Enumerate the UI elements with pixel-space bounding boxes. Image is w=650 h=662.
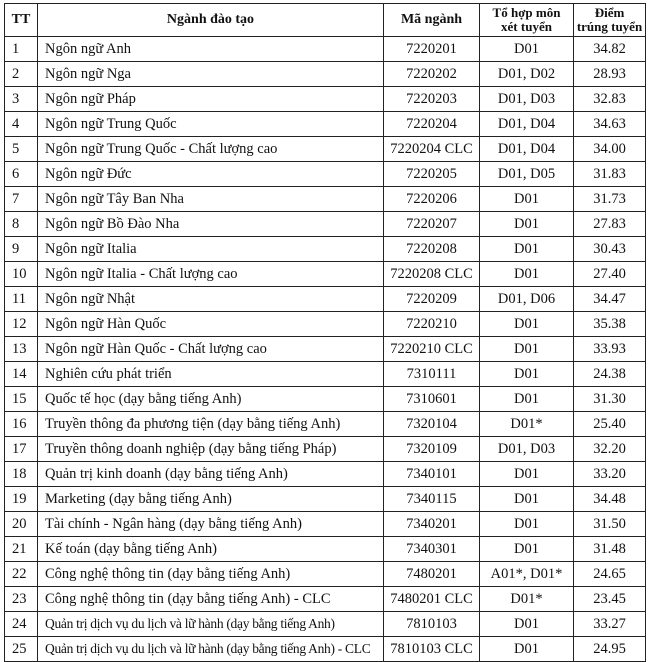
cell-diem: 33.20 xyxy=(574,462,646,487)
table-row xyxy=(5,587,646,612)
cell-nganh: Ngôn ngữ Italia xyxy=(38,237,384,262)
header-to-hop-line1: Tổ hợp môn xyxy=(492,5,561,20)
table-row xyxy=(5,637,646,662)
cell-tt: 5 xyxy=(5,137,38,162)
cell-nganh: Tài chính - Ngân hàng (dạy bằng tiếng Anh) xyxy=(38,512,384,537)
table-row xyxy=(5,337,646,362)
table-row xyxy=(5,112,646,137)
cell-to-hop: D01 xyxy=(480,637,574,662)
cell-to-hop: D01, D04 xyxy=(480,137,574,162)
cell-ma-nganh: 7220203 xyxy=(384,87,480,112)
cell-diem: 24.38 xyxy=(574,362,646,387)
cell-nganh: Ngôn ngữ Anh xyxy=(38,37,384,62)
table-row xyxy=(5,137,646,162)
header-ma-nganh: Mã ngành xyxy=(384,4,480,37)
cell-to-hop: D01 xyxy=(480,262,574,287)
cell-ma-nganh: 7480201 xyxy=(384,562,480,587)
cell-diem: 33.93 xyxy=(574,337,646,362)
cell-to-hop: D01, D06 xyxy=(480,287,574,312)
cell-tt: 4 xyxy=(5,112,38,137)
table-row xyxy=(5,62,646,87)
table-row xyxy=(5,212,646,237)
cell-to-hop: A01*, D01* xyxy=(480,562,574,587)
cell-to-hop: D01, D04 xyxy=(480,112,574,137)
cell-tt: 7 xyxy=(5,187,38,212)
cell-diem: 25.40 xyxy=(574,412,646,437)
cell-diem: 28.93 xyxy=(574,62,646,87)
table-row xyxy=(5,37,646,62)
table-row xyxy=(5,412,646,437)
cell-tt: 11 xyxy=(5,287,38,312)
cell-to-hop: D01 xyxy=(480,237,574,262)
cell-tt: 10 xyxy=(5,262,38,287)
table-row xyxy=(5,487,646,512)
cell-nganh: Ngôn ngữ Italia - Chất lượng cao xyxy=(38,262,384,287)
table-row xyxy=(5,262,646,287)
cell-diem: 24.95 xyxy=(574,637,646,662)
table-row xyxy=(5,187,646,212)
cell-diem: 34.48 xyxy=(574,487,646,512)
cell-nganh: Ngôn ngữ Hàn Quốc - Chất lượng cao xyxy=(38,337,384,362)
cell-to-hop: D01* xyxy=(480,412,574,437)
cell-nganh: Quốc tế học (dạy bằng tiếng Anh) xyxy=(38,387,384,412)
cell-diem: 31.50 xyxy=(574,512,646,537)
cell-diem: 32.83 xyxy=(574,87,646,112)
cell-to-hop: D01 xyxy=(480,212,574,237)
header-to-hop xyxy=(480,4,574,37)
cell-tt: 12 xyxy=(5,312,38,337)
table-row xyxy=(5,562,646,587)
table-row xyxy=(5,512,646,537)
cell-tt: 22 xyxy=(5,562,38,587)
cell-diem: 31.30 xyxy=(574,387,646,412)
header-diem xyxy=(574,4,646,37)
cell-to-hop: D01 xyxy=(480,537,574,562)
header-row xyxy=(5,4,646,37)
cell-ma-nganh: 7340115 xyxy=(384,487,480,512)
cell-nganh: Ngôn ngữ Trung Quốc xyxy=(38,112,384,137)
cell-to-hop: D01 xyxy=(480,37,574,62)
cell-diem: 35.38 xyxy=(574,312,646,337)
cell-to-hop: D01, D03 xyxy=(480,437,574,462)
table-body xyxy=(5,37,646,662)
cell-diem: 27.83 xyxy=(574,212,646,237)
cell-ma-nganh: 7220206 xyxy=(384,187,480,212)
cell-tt: 15 xyxy=(5,387,38,412)
cell-nganh: Ngôn ngữ Tây Ban Nha xyxy=(38,187,384,212)
cell-ma-nganh: 7220202 xyxy=(384,62,480,87)
cell-to-hop: D01 xyxy=(480,337,574,362)
table-row xyxy=(5,362,646,387)
cell-diem: 34.63 xyxy=(574,112,646,137)
cell-nganh: Quản trị dịch vụ du lịch và lữ hành (dạy bằng tiếng Anh) xyxy=(38,612,384,637)
cell-nganh: Ngôn ngữ Pháp xyxy=(38,87,384,112)
cell-nganh: Ngôn ngữ Bồ Đào Nha xyxy=(38,212,384,237)
cell-ma-nganh: 7320109 xyxy=(384,437,480,462)
cell-to-hop: D01 xyxy=(480,187,574,212)
header-to-hop-line2: xét tuyển xyxy=(501,19,552,34)
cell-ma-nganh: 7220204 CLC xyxy=(384,137,480,162)
table-row xyxy=(5,87,646,112)
cell-nganh: Ngôn ngữ Nhật xyxy=(38,287,384,312)
cell-to-hop: D01 xyxy=(480,312,574,337)
cell-ma-nganh: 7220204 xyxy=(384,112,480,137)
cell-ma-nganh: 7220205 xyxy=(384,162,480,187)
cell-nganh: Công nghệ thông tin (dạy bằng tiếng Anh) xyxy=(38,562,384,587)
cell-nganh: Nghiên cứu phát triển xyxy=(38,362,384,387)
cell-tt: 16 xyxy=(5,412,38,437)
cell-ma-nganh: 7810103 CLC xyxy=(384,637,480,662)
cell-to-hop: D01 xyxy=(480,512,574,537)
cell-nganh: Truyền thông đa phương tiện (dạy bằng tiếng Anh) xyxy=(38,412,384,437)
cell-nganh: Ngôn ngữ Hàn Quốc xyxy=(38,312,384,337)
cell-tt: 2 xyxy=(5,62,38,87)
header-nganh: Ngành đào tạo xyxy=(38,4,384,37)
cell-tt: 3 xyxy=(5,87,38,112)
cell-tt: 23 xyxy=(5,587,38,612)
cell-tt: 14 xyxy=(5,362,38,387)
cell-ma-nganh: 7220208 CLC xyxy=(384,262,480,287)
cell-ma-nganh: 7220208 xyxy=(384,237,480,262)
cell-ma-nganh: 7220207 xyxy=(384,212,480,237)
cell-diem: 31.83 xyxy=(574,162,646,187)
cell-diem: 34.00 xyxy=(574,137,646,162)
cell-tt: 18 xyxy=(5,462,38,487)
cell-ma-nganh: 7220209 xyxy=(384,287,480,312)
table-row xyxy=(5,462,646,487)
admission-scores-table xyxy=(4,3,646,662)
cell-to-hop: D01, D05 xyxy=(480,162,574,187)
table-row xyxy=(5,162,646,187)
cell-diem: 23.45 xyxy=(574,587,646,612)
cell-tt: 19 xyxy=(5,487,38,512)
cell-diem: 31.73 xyxy=(574,187,646,212)
cell-to-hop: D01 xyxy=(480,387,574,412)
cell-ma-nganh: 7220210 CLC xyxy=(384,337,480,362)
cell-diem: 34.82 xyxy=(574,37,646,62)
cell-to-hop: D01, D02 xyxy=(480,62,574,87)
table-row xyxy=(5,612,646,637)
header-diem-line2: trúng tuyển xyxy=(576,19,643,34)
cell-tt: 9 xyxy=(5,237,38,262)
cell-tt: 17 xyxy=(5,437,38,462)
cell-tt: 6 xyxy=(5,162,38,187)
cell-tt: 1 xyxy=(5,37,38,62)
cell-tt: 8 xyxy=(5,212,38,237)
cell-nganh: Marketing (dạy bằng tiếng Anh) xyxy=(38,487,384,512)
cell-nganh: Truyền thông doanh nghiệp (dạy bằng tiếng Pháp) xyxy=(38,437,384,462)
cell-to-hop: D01 xyxy=(480,362,574,387)
header-tt: TT xyxy=(5,4,38,37)
cell-nganh: Quản trị dịch vụ du lịch và lữ hành (dạy bằng tiếng Anh) - CLC xyxy=(38,637,384,662)
cell-ma-nganh: 7810103 xyxy=(384,612,480,637)
table-row xyxy=(5,387,646,412)
cell-ma-nganh: 7310111 xyxy=(384,362,480,387)
cell-to-hop: D01 xyxy=(480,612,574,637)
cell-nganh: Kế toán (dạy bằng tiếng Anh) xyxy=(38,537,384,562)
cell-diem: 33.27 xyxy=(574,612,646,637)
cell-nganh: Quản trị kinh doanh (dạy bằng tiếng Anh) xyxy=(38,462,384,487)
cell-to-hop: D01 xyxy=(480,462,574,487)
cell-tt: 24 xyxy=(5,612,38,637)
cell-diem: 32.20 xyxy=(574,437,646,462)
table-row xyxy=(5,437,646,462)
cell-ma-nganh: 7340301 xyxy=(384,537,480,562)
cell-ma-nganh: 7220201 xyxy=(384,37,480,62)
table-row xyxy=(5,312,646,337)
cell-to-hop: D01, D03 xyxy=(480,87,574,112)
cell-tt: 20 xyxy=(5,512,38,537)
table-row xyxy=(5,287,646,312)
table-row xyxy=(5,537,646,562)
table-row xyxy=(5,237,646,262)
cell-diem: 31.48 xyxy=(574,537,646,562)
header-diem-line1: Điểm xyxy=(594,5,625,20)
cell-ma-nganh: 7480201 CLC xyxy=(384,587,480,612)
cell-ma-nganh: 7310601 xyxy=(384,387,480,412)
admission-scores-table-container xyxy=(4,3,646,662)
cell-to-hop: D01* xyxy=(480,587,574,612)
cell-tt: 13 xyxy=(5,337,38,362)
cell-ma-nganh: 7340101 xyxy=(384,462,480,487)
cell-diem: 30.43 xyxy=(574,237,646,262)
cell-ma-nganh: 7220210 xyxy=(384,312,480,337)
cell-nganh: Công nghệ thông tin (dạy bằng tiếng Anh) - CLC xyxy=(38,587,384,612)
cell-ma-nganh: 7340201 xyxy=(384,512,480,537)
cell-diem: 27.40 xyxy=(574,262,646,287)
cell-diem: 24.65 xyxy=(574,562,646,587)
cell-nganh: Ngôn ngữ Nga xyxy=(38,62,384,87)
cell-diem: 34.47 xyxy=(574,287,646,312)
cell-nganh: Ngôn ngữ Đức xyxy=(38,162,384,187)
cell-tt: 21 xyxy=(5,537,38,562)
cell-to-hop: D01 xyxy=(480,487,574,512)
cell-tt: 25 xyxy=(5,637,38,662)
cell-ma-nganh: 7320104 xyxy=(384,412,480,437)
cell-nganh: Ngôn ngữ Trung Quốc - Chất lượng cao xyxy=(38,137,384,162)
